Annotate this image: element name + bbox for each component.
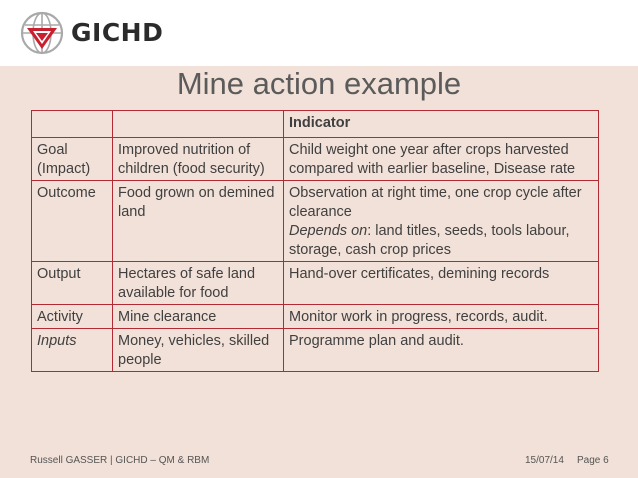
row-label: Output (32, 262, 113, 305)
table-row (32, 138, 599, 181)
row-label: Outcome (32, 181, 113, 262)
row-label: Goal (Impact) (32, 138, 113, 181)
table-header-cell: Indicator (284, 111, 599, 138)
row-result: Mine clearance (113, 305, 284, 329)
row-result: Money, vehicles, skilled people (113, 329, 284, 372)
row-result: Improved nutrition of children (food security) (113, 138, 284, 181)
table-header-row (32, 111, 599, 138)
row-result: Hectares of safe land available for food (113, 262, 284, 305)
row-label: Activity (32, 305, 113, 329)
indicator-table (31, 110, 599, 372)
table-row (32, 305, 599, 329)
depends-on-text: : land titles, seeds, tools labour, storage, cash crop prices (289, 223, 570, 258)
table-header-cell (113, 111, 284, 138)
table-row (32, 329, 599, 372)
logo-text: GICHD (71, 18, 164, 47)
footer-author: Russell GASSER | GICHD – QM & RBM (30, 455, 210, 466)
row-indicator: Programme plan and audit. (284, 329, 599, 372)
row-label: Inputs (32, 329, 113, 372)
slide-header (0, 0, 638, 66)
table-row (32, 262, 599, 305)
footer-date: 15/07/14 (525, 455, 564, 466)
table-row (32, 181, 599, 262)
table-header-cell (32, 111, 113, 138)
depends-on-label: Depends on (289, 223, 368, 239)
row-indicator: Child weight one year after crops harvested compared with earlier baseline, Disease rate (284, 138, 599, 181)
slide-title: Mine action example (176, 66, 462, 101)
footer-page-number: Page 6 (577, 455, 609, 466)
indicator-main-text: Observation at right time, one crop cycle after clearance (289, 185, 582, 220)
row-indicator: Monitor work in progress, records, audit. (284, 305, 599, 329)
gichd-logo-icon (20, 11, 64, 55)
row-indicator: Hand-over certificates, demining records (284, 262, 599, 305)
row-result: Food grown on demined land (113, 181, 284, 262)
row-indicator (284, 181, 599, 262)
